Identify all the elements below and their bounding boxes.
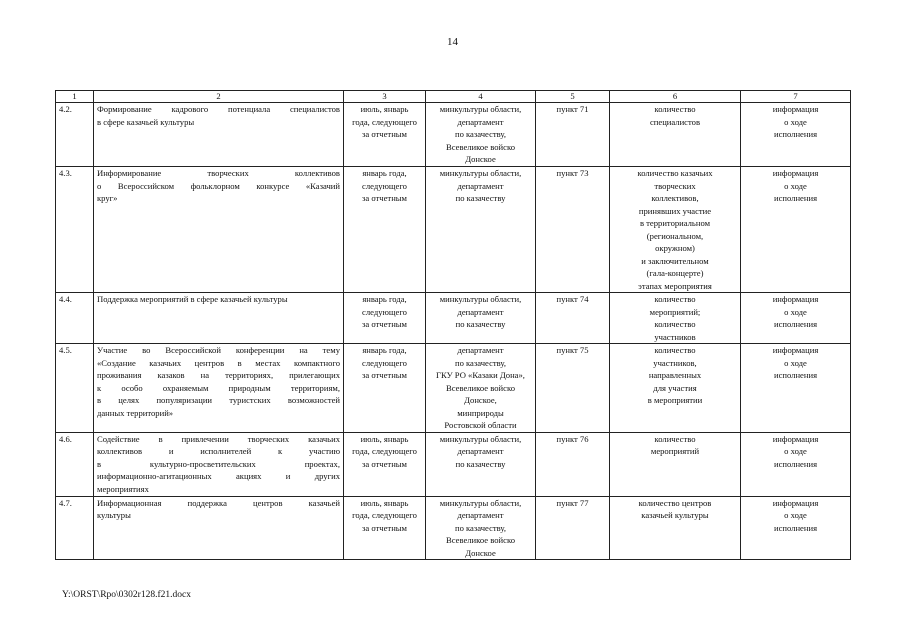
cell-line: информационно-агитационных акциях и других [97,471,340,481]
executor-cell [426,344,536,433]
cell-line: количество центров [638,497,712,508]
executor-cell [426,293,536,344]
cell-line: мероприятий [650,446,700,456]
row-number-cell: 4.4. [56,293,94,344]
cell-line: (гала-концерте) [646,268,704,278]
cell-line: информация [772,104,819,114]
row-number-cell: 4.6. [56,432,94,496]
column-header: 7 [741,91,851,103]
cell-line: количество [654,345,696,355]
cell-line: Ростовской области [444,420,517,430]
cell-line: Всевеликое войско [445,382,516,393]
result-cell [741,344,851,433]
cell-line: Формирование кадрового потенциала специалистов [97,104,340,114]
cell-line: следующего [362,357,407,368]
indicator-cell [610,432,741,496]
cell-line: Всевеликое войско [445,141,516,152]
cell-line: количество казачьих [637,168,713,178]
file-path-footer: Y:\ORST\Rpo\0302r128.f21.docx [62,590,191,600]
cell-line: количество [654,319,696,329]
cell-line: информация [772,345,819,355]
table-row [56,293,851,344]
executor-cell [426,496,536,560]
cell-line: информация [772,497,819,508]
cell-line: июль, январь [360,433,409,444]
cell-line: департамент [457,180,504,191]
deadline-cell [344,167,426,293]
cell-line: информация [772,294,819,304]
cell-line: департамент [457,510,504,520]
cell-line: «Создание казачьих центров в местах компактного [97,357,340,368]
table-body [56,103,851,560]
cell-line: минкультуры области, [439,168,522,178]
plan-point-cell: пункт 77 [536,496,610,560]
executor-cell [426,103,536,167]
cell-line: коллективов и исполнителей к участию [97,446,340,456]
cell-line: информация [772,168,819,178]
indicator-cell [610,167,741,293]
table-row [56,496,851,560]
column-header: 5 [536,91,610,103]
cell-line: информация [772,433,819,444]
cell-line: Информационная поддержка центров казачьей [97,497,340,508]
cell-line: исполнения [773,193,818,203]
cell-line: участников, [653,357,697,368]
cell-line: к особо охраняемым природным территориям, [97,382,340,393]
cell-line: исполнения [773,370,818,380]
cell-line: по казачеству, [454,522,507,533]
deadline-cell [344,432,426,496]
deadline-cell [344,293,426,344]
result-cell [741,103,851,167]
activity-name-cell [94,344,344,433]
column-header: 3 [344,91,426,103]
cell-line: июль, январь [360,104,409,114]
activity-name-cell [94,432,344,496]
cell-line: за отчетным [362,370,407,380]
cell-line: о ходе [784,357,807,368]
cell-line: специалистов [649,116,700,127]
activity-name-cell [94,103,344,167]
plan-point-cell: пункт 73 [536,167,610,293]
cell-line: года, следующего [352,510,417,520]
activity-name-cell [94,496,344,560]
cell-line: о ходе [784,510,807,520]
plan-point-cell: пункт 71 [536,103,610,167]
cell-line: в сфере казачьей культуры [97,116,195,127]
indicator-cell [610,293,741,344]
page-number: 14 [447,36,458,48]
cell-line: этапах мероприятия [638,280,712,291]
indicator-cell [610,496,741,560]
cell-line: департамент [457,306,504,317]
cell-line: Содействие в привлечении творческих казачьих [97,433,340,444]
cell-line: следующего [362,306,407,317]
column-header: 6 [610,91,741,103]
result-cell [741,496,851,560]
cell-line: Участие во Всероссийской конференции на тему [97,345,340,355]
cell-line: минкультуры области, [439,433,522,444]
cell-line: о ходе [784,180,807,191]
cell-line: минкультуры области, [439,104,522,114]
cell-line: в целях популяризации туристских возможностей [97,395,340,405]
cell-line: о ходе [784,116,807,127]
cell-line: года, следующего [352,116,417,127]
cell-line: Донское, [464,395,497,405]
activity-name-cell [94,167,344,293]
cell-line: июль, январь [360,497,409,508]
cell-line: направленных [648,370,702,380]
cell-line: исполнения [773,522,818,533]
cell-line: Информирование творческих коллективов [97,168,340,178]
cell-line: коллективов, [651,193,699,203]
column-header: 2 [94,91,344,103]
indicator-cell [610,344,741,433]
cell-line: мероприятий; [649,306,701,317]
cell-line: по казачеству, [454,357,507,368]
table-row [56,432,851,496]
plan-table [55,90,851,560]
table-row [56,167,851,293]
deadline-cell [344,496,426,560]
row-number-cell: 4.3. [56,167,94,293]
executor-cell [426,167,536,293]
cell-line: исполнения [773,458,818,469]
row-number-cell: 4.5. [56,344,94,433]
header-row [56,91,851,103]
cell-line: в территориальном [639,218,711,228]
cell-line: о ходе [784,446,807,456]
cell-line: за отчетным [362,522,407,533]
cell-line: январь года, [362,294,407,304]
cell-line: окружном) [655,243,695,253]
plan-point-cell: пункт 75 [536,344,610,433]
indicator-cell [610,103,741,167]
cell-line: творческих [654,180,696,191]
cell-line: казачьей культуры [641,510,709,520]
cell-line: минкультуры области, [439,497,522,508]
cell-line: принявших участие [638,205,712,216]
cell-line: Всевеликое войско [445,535,516,545]
cell-line: и заключительном [641,255,709,266]
cell-line: январь года, [362,345,407,355]
cell-line: данных территорий» [97,407,174,418]
cell-line: за отчетным [362,193,407,203]
cell-line: департамент [457,345,504,355]
cell-line: Поддержка мероприятий в сфере казачьей культуры [97,294,288,304]
plan-point-cell: пункт 76 [536,432,610,496]
cell-line: Донское [465,154,496,164]
column-header: 4 [426,91,536,103]
table-row [56,344,851,433]
cell-line: в культурно-просветительских проектах, [97,458,340,469]
cell-line: круг» [97,193,118,203]
cell-line: за отчетным [362,319,407,329]
cell-line: культуры [97,510,131,520]
executor-cell [426,432,536,496]
result-cell [741,167,851,293]
table-row [56,103,851,167]
row-number-cell: 4.7. [56,496,94,560]
result-cell [741,293,851,344]
cell-line: для участия [653,382,697,393]
cell-line: Донское [465,547,496,558]
cell-line: по казачеству [455,193,506,203]
cell-line: ГКУ РО «Казаки Дона», [436,370,525,380]
cell-line: (региональном, [646,230,704,241]
cell-line: исполнения [773,129,818,139]
cell-line: по казачеству [455,319,506,329]
cell-line: о Всероссийском фольклорном конкурсе «Казачий [97,180,340,191]
cell-line: следующего [362,180,407,191]
cell-line: за отчетным [362,458,407,469]
cell-line: мероприятиях [97,483,149,494]
cell-line: проживания казаков на территориях, прилегающих [97,370,340,380]
cell-line: участников [654,331,696,342]
plan-point-cell: пункт 74 [536,293,610,344]
cell-line: январь года, [362,168,407,178]
cell-line: о ходе [784,306,807,317]
row-number-cell: 4.2. [56,103,94,167]
cell-line: по казачеству [455,458,506,469]
cell-line: департамент [457,116,504,127]
deadline-cell [344,103,426,167]
cell-line: количество [654,294,696,304]
result-cell [741,432,851,496]
cell-line: исполнения [773,319,818,329]
cell-line: департамент [457,446,504,456]
cell-line: минкультуры области, [439,294,522,304]
column-header: 1 [56,91,94,103]
cell-line: года, следующего [352,446,417,456]
cell-line: по казачеству, [454,129,507,139]
cell-line: в мероприятии [647,395,703,405]
deadline-cell [344,344,426,433]
cell-line: минприроды [457,407,504,418]
cell-line: за отчетным [362,129,407,139]
activity-name-cell [94,293,344,344]
cell-line: количество [654,104,696,114]
cell-line: количество [654,433,696,444]
